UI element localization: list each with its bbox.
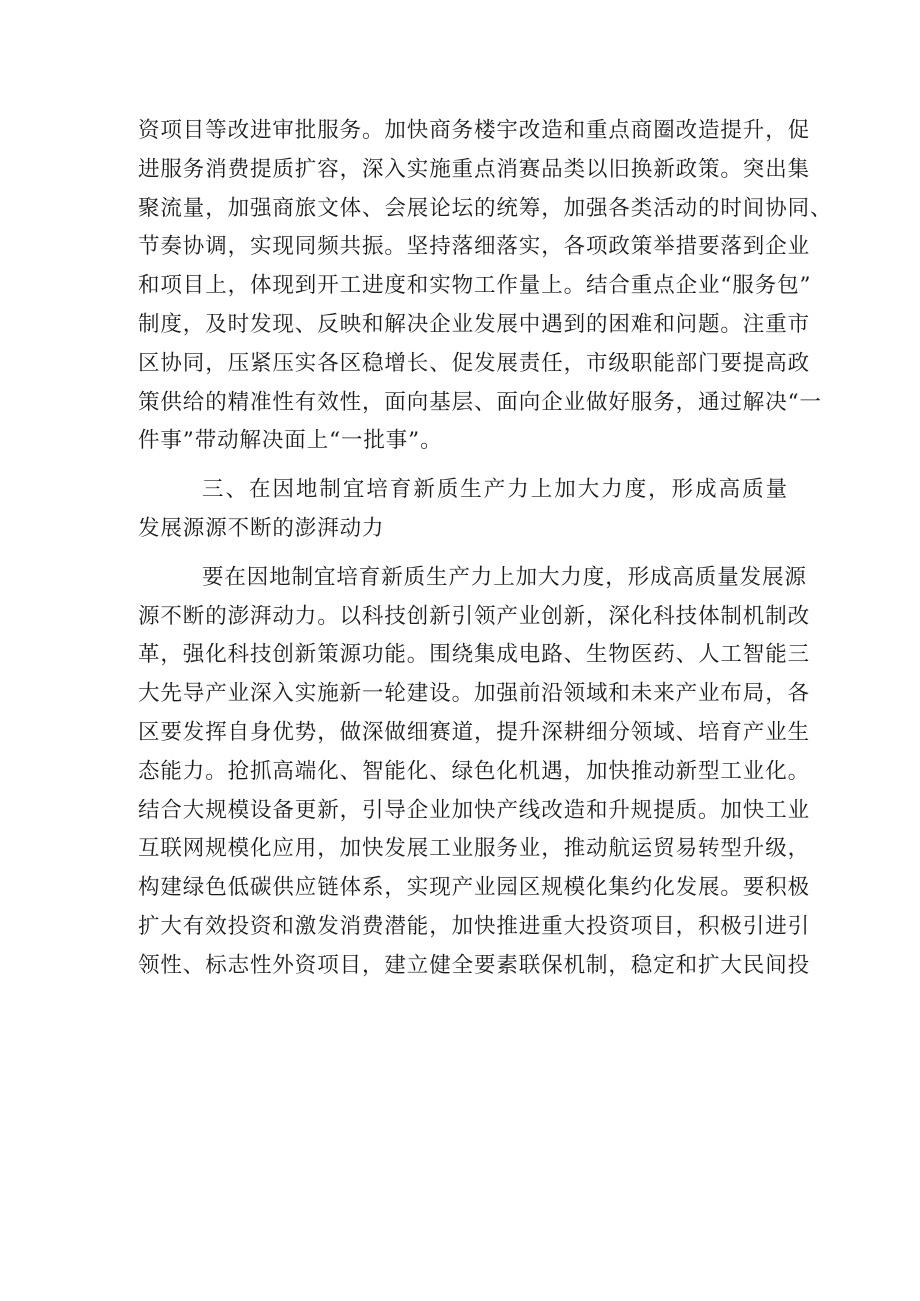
paragraph-line: 源不断的澎湃动力。以科技创新引领产业创新，深化科技体制机制改 (138, 603, 811, 629)
paragraph-line: 革，强化科技创新策源功能。围绕集成电路、生物医药、人工智能三 (138, 642, 811, 668)
paragraph-line: 要在因地制宜培育新质生产力上加大力度，形成高质量发展源 (202, 564, 807, 590)
paragraph-line: 资项目等改进审批服务。加快商务楼宇改造和重点商圈改造提升，促 (138, 118, 811, 143)
paragraph-line: 和项目上，体现到开工进度和实物工作量上。结合重点企业“服务包” (138, 273, 812, 299)
paragraph-line: 制度，及时发现、反映和解决企业发展中遇到的困难和问题。注重市 (138, 311, 811, 337)
paragraph-line: 领性、标志性外资项目，建立健全要素联保机制，稳定和扩大民间投 (138, 952, 811, 978)
section-heading (138, 471, 788, 549)
paragraph-line: 件事”带动解决面上“一批事”。 (138, 428, 443, 454)
paragraph-line: 区协同，压紧压实各区稳增长、促发展责任，市级职能部门要提高政 (138, 350, 811, 376)
paragraph-1 (138, 112, 833, 461)
paragraph-line: 大先导产业深入实施新一轮建设。加强前沿领域和未来产业布局，各 (138, 681, 811, 707)
document-body (138, 112, 833, 986)
paragraph-line: 聚流量，加强商旅文体、会展论坛的统筹，加强各类活动的时间协同、 (138, 195, 833, 221)
paragraph-line: 策供给的精准性有效性，面向基层、面向企业做好服务，通过解决“一 (138, 389, 822, 415)
paragraph-2 (138, 559, 811, 986)
paragraph-line: 区要发挥自身优势，做深做细赛道，提升深耕细分领域、培育产业生 (138, 719, 811, 745)
paragraph-gap (138, 549, 788, 559)
paragraph-line: 构建绿色低碳供应链体系，实现产业园区规模化集约化发展。要积极 (138, 875, 811, 901)
heading-line: 三、在因地制宜培育新质生产力上加大力度，形成高质量 (202, 477, 788, 503)
paragraph-line: 节奏协调，实现同频共振。坚持落细落实，各项政策举措要落到企业 (138, 234, 811, 260)
paragraph-line: 态能力。抢抓高端化、智能化、绿色化机遇，加快推动新型工业化。 (138, 758, 811, 784)
paragraph-line: 结合大规模设备更新，引导企业加快产线改造和升规提质。加快工业 (138, 797, 811, 823)
heading-line: 发展源源不断的澎湃动力 (138, 515, 385, 541)
paragraph-line: 互联网规模化应用，加快发展工业服务业，推动航运贸易转型升级， (138, 836, 811, 862)
paragraph-line: 进服务消费提质扩容，深入实施重点消赛品类以旧换新政策。突出集 (138, 156, 811, 182)
paragraph-line: 扩大有效投资和激发消费潜能，加快推进重大投资项目，积极引进引 (138, 913, 811, 939)
paragraph-gap (138, 461, 788, 471)
